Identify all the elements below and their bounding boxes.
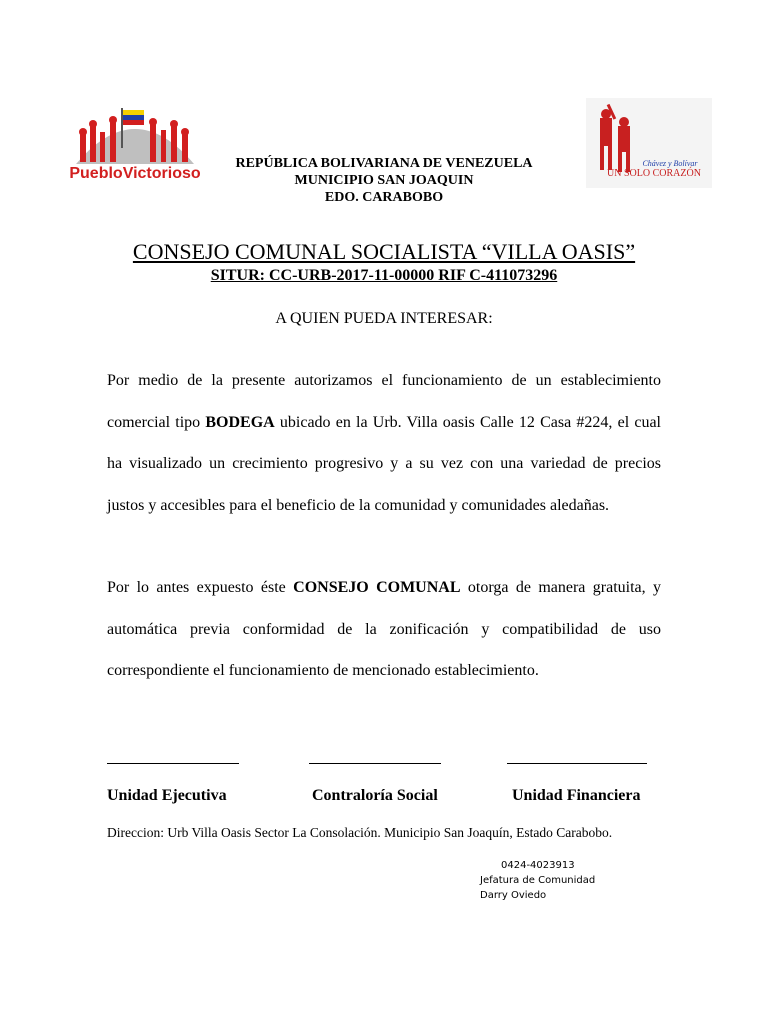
contact-phone: 0424-4023913 xyxy=(501,860,575,871)
signature-line-comptroller xyxy=(309,763,441,764)
paragraph-authorization xyxy=(107,360,661,526)
logo-right-line1: Chávez y Bolívar xyxy=(642,159,698,168)
signature-line-executive xyxy=(107,763,239,764)
paragraph1-bold: BODEGA xyxy=(205,413,275,431)
document-title: CONSEJO COMUNAL SOCIALISTA “VILLA OASIS” xyxy=(132,239,636,264)
paragraph2-bold: CONSEJO COMUNAL xyxy=(293,579,461,596)
header-municipality: MUNICIPIO SAN JOAQUIN xyxy=(294,173,474,188)
contact-name: Darry Oviedo xyxy=(480,890,547,901)
greeting: A QUIEN PUEDA INTERESAR: xyxy=(275,310,493,327)
paragraph2-text-before: Por lo antes expuesto éste xyxy=(107,579,294,596)
signature-line-financial xyxy=(507,763,647,764)
situr-rif-line: SITUR: CC-URB-2017-11-00000 RIF C-411073296 xyxy=(210,267,558,284)
address-line: Direccion: Urb Villa Oasis Sector La Consolación. Municipio San Joaquín, Estado Carabobo. xyxy=(107,825,613,840)
paragraph2-text-after: otorga de manera gratuita, y automática previa conformidad de la zonificación y compatibilidad de uso correspondiente el funcionamiento de mencionado establecimiento. xyxy=(107,579,662,679)
contact-role: Jefatura de Comunidad xyxy=(480,875,596,886)
paragraph-grant xyxy=(107,567,661,692)
signature-label-comptroller: Contraloría Social xyxy=(312,787,438,804)
header-state: EDO. CARABOBO xyxy=(324,190,444,205)
paragraph1-text-before: Por medio de la presente autorizamos el funcionamiento de un establecimiento comercial tipo xyxy=(107,372,661,431)
logo-right-line2: UN SOLO CORAZÓN xyxy=(607,168,701,179)
paragraph1-text-after: ubicado en la Urb. Villa oasis Calle 12 Casa #224, el cual ha visualizado un crecimiento progresivo y a su vez con una variedad de precios justos y accesibles para el beneficio de la comunidad y comunidades aledañas. xyxy=(107,413,662,514)
signature-label-financial: Unidad Financiera xyxy=(512,787,641,804)
header-republic: REPÚBLICA BOLIVARIANA DE VENEZUELA xyxy=(235,156,533,171)
logo-left-text: PuebloVictorioso xyxy=(69,165,201,182)
signature-label-executive: Unidad Ejecutiva xyxy=(107,787,227,804)
